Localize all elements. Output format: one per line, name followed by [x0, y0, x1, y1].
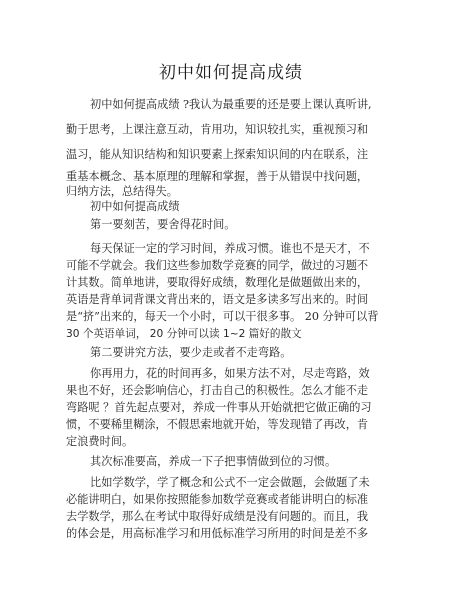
- paragraph-line: 初中如何提高成绩 ?我认为最重要的还是要上课认真听讲,: [90, 98, 372, 111]
- paragraph-line: 可能不学就会。我们这些参加数学竞赛的同学，做过的习题不: [66, 259, 369, 272]
- paragraph-line: 勤于思考，上课注意互动，肯用功，知识较扎实，重视预习和: [66, 123, 369, 136]
- paragraph-line: 重基本概念、基本原理的理解和掌握，善于从错误中找问题，: [66, 170, 369, 183]
- section-heading: 第一要刻苦，要舍得花时间。: [90, 218, 236, 231]
- paragraph-line: 果也不好，还会影响信心，打击自己的积极性。怎么才能不走: [66, 384, 369, 397]
- paragraph-line: 温习，能从知识结构和知识要素上探索知识间的内在联系，注: [66, 148, 369, 161]
- paragraph-line: 每天保证一定的学习时间，养成习惯。谁也不是天才，不: [90, 242, 370, 255]
- paragraph-line: 英语是背单词背课文背出来的，语文是多读多写出来的。时间: [66, 293, 369, 306]
- paragraph-line: 的体会是，用高标准学习和用低标准学习所用的时间是差不多: [66, 527, 369, 540]
- paragraph-line: 弯路呢 ？首先起点要对，养成一件事从开始就把它做正确的习: [66, 401, 372, 414]
- section-heading: 其次标准要高，养成一下子把事情做到位的习惯。: [90, 455, 337, 468]
- paragraph-line: 去学数学，那么在考试中取得好成绩是没有问题的。而且，我: [66, 510, 369, 523]
- paragraph-line: 是“挤”出来的，每天一个小时，可以干很多事。 20 分钟可以背: [66, 310, 379, 323]
- section-heading: 第二要讲究方法，要少走或者不走弯路。: [90, 346, 292, 359]
- paragraph-line: 30 个英语单词， 20 分钟可以读 1~2 篇好的散文: [66, 328, 302, 340]
- paragraph-line: 你再用力，花的时间再多，如果方法不对，尽走弯路，效: [90, 367, 370, 380]
- paragraph-line: 必能讲明白，如果你按照能参加数学竞赛或者能讲明白的标准: [66, 493, 369, 506]
- section-heading: 初中如何提高成绩: [90, 200, 180, 213]
- paragraph-line: 计其数。简单地讲，要取得好成绩，数理化是做题做出来的，: [66, 276, 369, 289]
- paragraph-line: 定浪费时间。: [66, 435, 134, 448]
- document-title: 初中如何提高成绩: [159, 63, 303, 83]
- paragraph-line: 惯，不要稀里糊涂，不假思索地就开始，等发现错了再改，肯: [66, 418, 369, 431]
- paragraph-line: 归纳方法，总结得失。: [66, 185, 178, 198]
- paragraph-line: 比如学数学，学了概念和公式不一定会做题，会做题了未: [90, 476, 370, 489]
